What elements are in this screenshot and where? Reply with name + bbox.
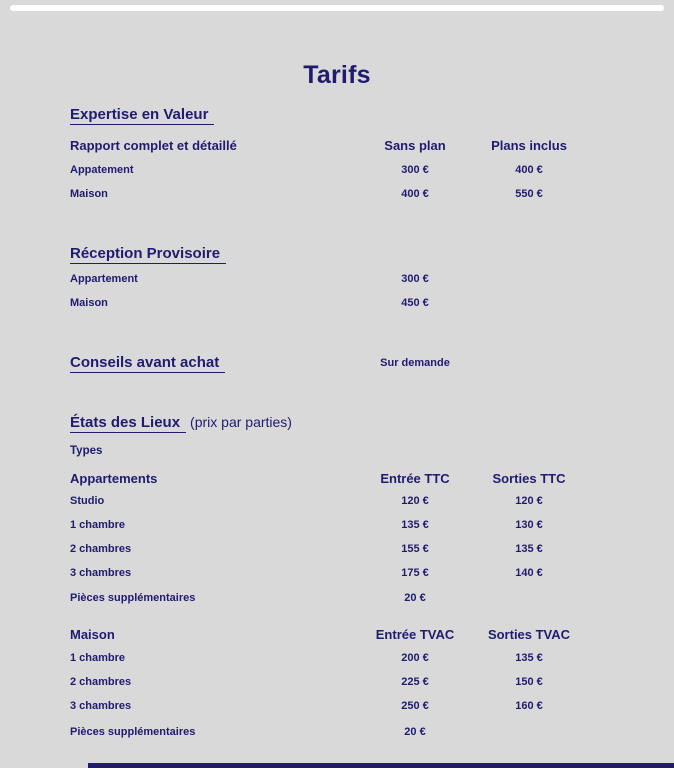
row-price-col3: 135 €: [515, 652, 543, 664]
row-label: Pièces supplémentaires: [70, 592, 196, 604]
row-price-col2: 400 €: [401, 188, 429, 200]
column-header-plans-inclus: Plans inclus: [491, 138, 567, 153]
row-price-col2: 20 €: [404, 592, 426, 604]
row-label: Maison: [70, 188, 108, 200]
column-header-sorties-tvac: Sorties TVAC: [487, 627, 571, 642]
table-row: [0, 700, 674, 718]
row-price-col2: 135 €: [401, 519, 429, 531]
section-heading-etats: États des Lieux: [70, 414, 186, 433]
column-header-sorties-ttc: Sorties TTC: [492, 471, 566, 486]
table-row: [0, 495, 674, 513]
table-row: [0, 676, 674, 694]
row-label: 1 chambre: [70, 519, 126, 531]
row-label: Studio: [70, 495, 105, 507]
table-header-row: [0, 138, 674, 156]
column-header-sans-plan: Sans plan: [384, 138, 446, 153]
section-heading-row: [0, 106, 674, 124]
subheading-types: Types: [70, 445, 103, 457]
row-price-col2: 155 €: [401, 543, 429, 555]
row-price-col2: 300 €: [401, 164, 429, 176]
table-header-maison: Maison: [70, 627, 115, 642]
table-row: [0, 188, 674, 206]
page-title: Tarifs: [303, 60, 371, 89]
top-white-strip: [10, 5, 664, 11]
row-price-col3: 140 €: [515, 567, 543, 579]
row-price-col2: 120 €: [401, 495, 429, 507]
row-price-col2: 300 €: [401, 273, 429, 285]
row-price-col3: 130 €: [515, 519, 543, 531]
row-label: 3 chambres: [70, 700, 132, 712]
row-price-col2: 175 €: [401, 567, 429, 579]
row-price-col3: 120 €: [515, 495, 543, 507]
table-row: [0, 726, 674, 744]
row-label: Appartement: [70, 273, 138, 285]
table-header-row: [0, 471, 674, 489]
table-row: [0, 164, 674, 182]
table-header-label: Rapport complet et détaillé: [70, 138, 237, 153]
row-price-col2: 200 €: [401, 652, 429, 664]
table-header-appartements: Appartements: [70, 471, 158, 486]
table-header-row: [0, 627, 674, 645]
row-price-col2: 20 €: [404, 726, 426, 738]
row-price-col3: 400 €: [515, 164, 543, 176]
row-price-col3: 550 €: [515, 188, 543, 200]
section-heading-reception: Réception Provisoire: [70, 245, 226, 264]
section-heading-suffix: (prix par parties): [190, 414, 292, 430]
table-row: [0, 567, 674, 585]
row-label: Appatement: [70, 164, 134, 176]
table-row: [0, 519, 674, 537]
row-label: 1 chambre: [70, 652, 126, 664]
table-row: [0, 592, 674, 610]
row-label: 2 chambres: [70, 543, 132, 555]
table-row: [0, 297, 674, 315]
table-row: [0, 652, 674, 670]
row-price-col2: 450 €: [401, 297, 429, 309]
row-price-col2: 225 €: [401, 676, 429, 688]
row-label: Maison: [70, 297, 108, 309]
row-price-col3: 160 €: [515, 700, 543, 712]
conseils-note: Sur demande: [380, 357, 450, 369]
row-label: Pièces supplémentaires: [70, 726, 196, 738]
section-heading-expertise: Expertise en Valeur: [70, 106, 214, 125]
row-price-col3: 135 €: [515, 543, 543, 555]
footer-navy-bar: [88, 763, 674, 768]
section-heading-row: [0, 414, 674, 432]
row-price-col3: 150 €: [515, 676, 543, 688]
section-heading-row: [0, 245, 674, 263]
column-header-entree-ttc: Entrée TTC: [380, 471, 450, 486]
table-row: [0, 543, 674, 561]
section-heading-conseils: Conseils avant achat: [70, 354, 225, 373]
row-label: 2 chambres: [70, 676, 132, 688]
row-price-col2: 250 €: [401, 700, 429, 712]
subheading-row: [0, 445, 674, 463]
row-label: 3 chambres: [70, 567, 132, 579]
table-row: [0, 273, 674, 291]
column-header-entree-tvac: Entrée TVAC: [375, 627, 455, 642]
section-heading-row: [0, 354, 674, 372]
